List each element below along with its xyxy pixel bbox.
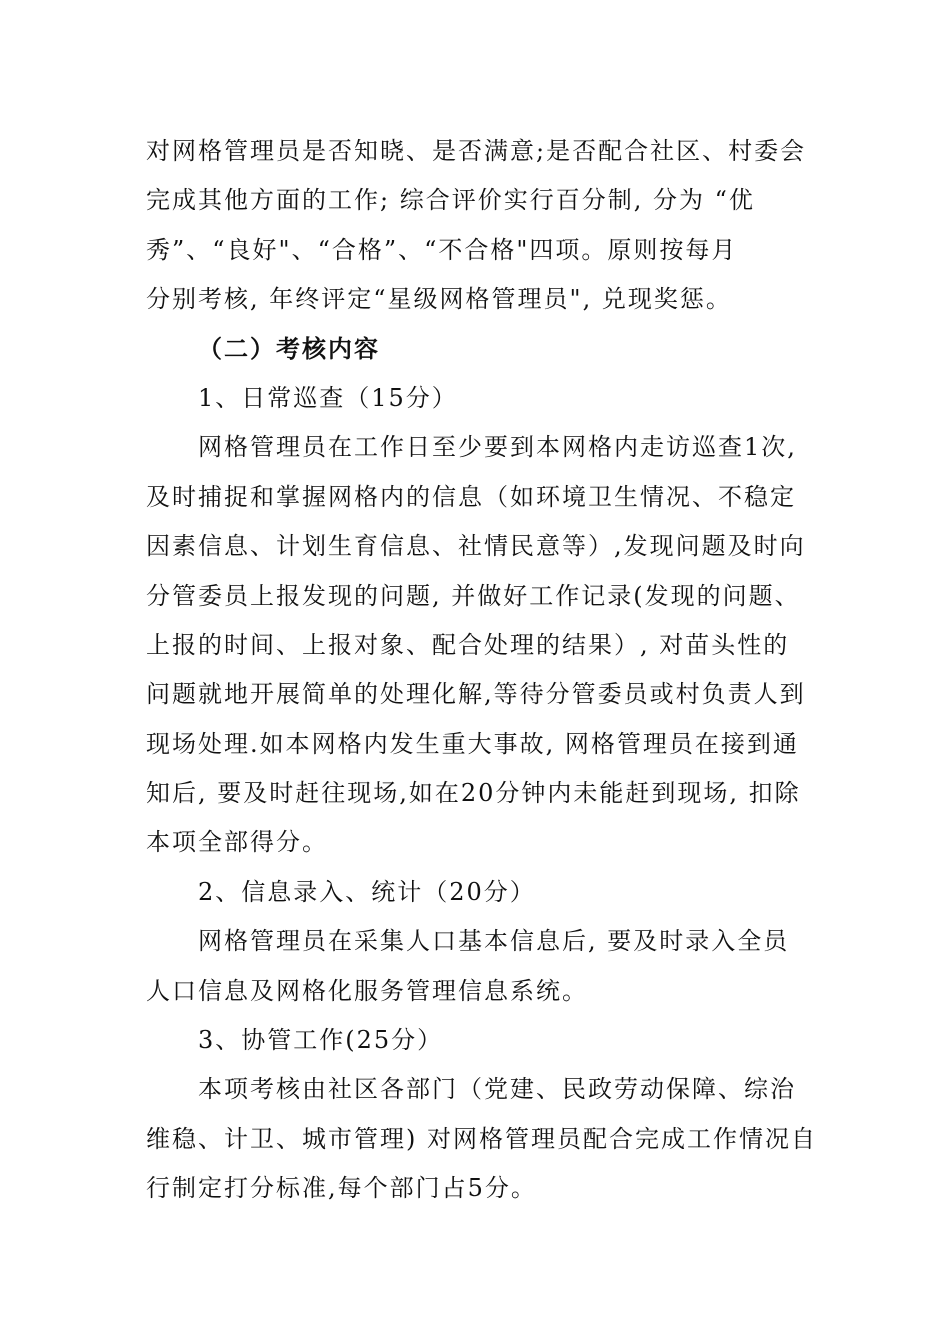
paragraph-line: 行制定打分标准,每个部门占5分。 (146, 1174, 537, 1203)
paragraph-line: 知后, 要及时赶往现场,如在20分钟内未能赶到现场, 扣除 (146, 779, 801, 808)
paragraph-line: 网格管理员在采集人口基本信息后, 要及时录入全员 (198, 927, 790, 956)
document-body (146, 127, 817, 1214)
paragraph-line: 上报的时间、上报对象、配合处理的结果）, 对苗头性的 (146, 630, 790, 659)
paragraph-line: 分别考核, 年终评定“星级网格管理员", 兑现奖惩。 (146, 285, 732, 314)
section-heading: （二）考核内容 (198, 334, 380, 363)
paragraph-line: 及时捕捉和掌握网格内的信息（如环境卫生情况、不稳定 (146, 482, 796, 511)
paragraph-line: 本项考核由社区各部门（党建、民政劳动保障、综治 (198, 1075, 796, 1104)
item-title: 3、协管工作(25分） (198, 1026, 444, 1055)
paragraph-line: 人口信息及网格化服务管理信息系统。 (146, 976, 588, 1005)
paragraph-line: 本项全部得分。 (146, 828, 328, 857)
paragraph-line: 现场处理.如本网格内发生重大事故, 网格管理员在接到通 (146, 729, 799, 758)
paragraph-line: 对网格管理员是否知晓、是否满意;是否配合社区、村委会 (146, 137, 807, 165)
paragraph-line: 因素信息、计划生育信息、社情民意等）,发现问题及时向 (146, 532, 806, 561)
paragraph-line: 问题就地开展简单的处理化解,等待分管委员或村负责人到 (146, 680, 806, 709)
paragraph-line: 维稳、计卫、城市管理) 对网格管理员配合完成工作情况自 (146, 1124, 817, 1153)
paragraph-line: 完成其他方面的工作; 综合评价实行百分制, 分为 “优 (146, 186, 755, 215)
paragraph-line: 网格管理员在工作日至少要到本网格内走访巡查1次, (198, 433, 797, 462)
paragraph-line: 分管委员上报发现的问题, 并做好工作记录(发现的问题、 (146, 581, 801, 610)
paragraph-line: 秀”、“良好"、“合格”、“不合格"四项。原则按每月 (146, 235, 738, 264)
item-title: 1、日常巡查（15分） (198, 383, 458, 412)
item-title: 2、信息录入、统计（20分） (198, 877, 536, 906)
